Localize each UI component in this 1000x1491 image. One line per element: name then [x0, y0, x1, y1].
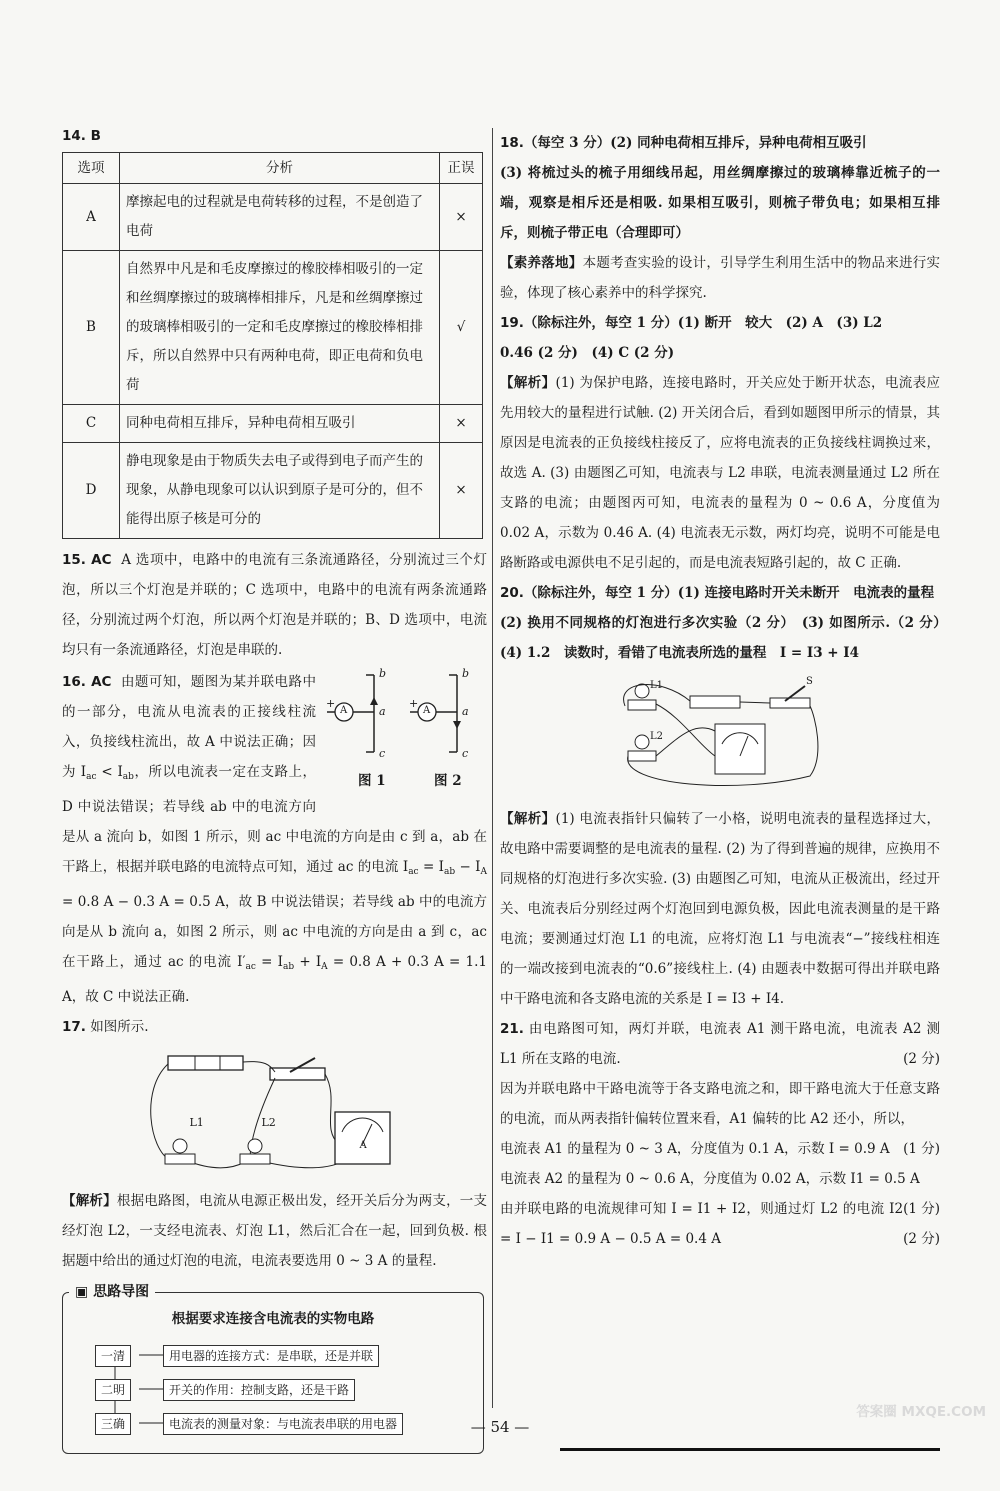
row-mark: × — [440, 443, 483, 539]
table-row — [63, 251, 483, 405]
q16-text: < I — [96, 764, 123, 780]
q17-answer — [62, 1012, 487, 1042]
q18-body: (3) 将梳过头的梳子用细线吊起，用丝绸摩擦过的玻璃棒靠近梳子的一端，观察是相斥还是相吸. 如果相互吸引，则梳子带负电；如果相互排斥，则梳子带正电（合理即可） — [500, 165, 940, 241]
q19-number: 19. — [500, 315, 524, 331]
switch-label: S — [806, 676, 813, 687]
q21-line: 因为并联电路中干路电流等于各支路电流之和，即干路电流大于任意支路的电流，而从两表指针偏转位置来看，A1 偏转的比 A2 还小，所以， — [500, 1081, 940, 1127]
plus-label: + — [409, 697, 419, 710]
q18-literacy — [500, 248, 940, 308]
q21-line: 由电路图可知，两灯并联，电流表 A1 测干路电流，电流表 A2 测 L1 所在支路的电流. — [500, 1021, 940, 1067]
q20-line2: (2) 换用不同规格的灯泡进行多次实验（2 分） (3) 如图所示.（2 分） (4) 1.2 读数时，看错了电流表所选的量程 I = I3 + I4 — [500, 615, 954, 661]
q16-number: 16. AC — [62, 674, 112, 690]
row-analysis: 摩擦起电的过程就是电荷转移的过程，不是创造了电荷 — [120, 184, 440, 251]
row-analysis: 静电现象是由于物质失去电子或得到电子而产生的现象，从静电现象可以认识到原子是可分的，但不能得出原子核是可分的 — [120, 443, 440, 539]
q15-answer — [62, 545, 487, 665]
mind-map-key: 二明 — [95, 1379, 131, 1401]
row-mark: × — [440, 184, 483, 251]
column-divider — [492, 128, 493, 1408]
subscript: ab — [443, 867, 456, 877]
row-mark: × — [440, 405, 483, 443]
ammeter-label-2: A — [423, 705, 431, 716]
row-option: C — [63, 405, 120, 443]
table-row — [63, 443, 483, 539]
ammeter-label: A — [359, 1140, 367, 1151]
page-number: — 54 — — [470, 1418, 530, 1436]
row-analysis: 同种电荷相互排斥，异种电荷相互吸引 — [120, 405, 440, 443]
header-option: 选项 — [63, 153, 120, 184]
parallel-circuit-drawing — [140, 1050, 410, 1178]
footer-rule — [560, 1448, 940, 1451]
row-mark: √ — [440, 251, 483, 405]
left-column — [62, 128, 487, 1454]
lamp-l1-label: L1 — [189, 1116, 204, 1129]
q21-line: 由并联电路的电流规律可知 I = I1 + I2，则通过灯 L2 的电流 I2 = I − I1 = 0.9 A − 0.5 A = 0.4 A — [500, 1201, 904, 1247]
analysis-tag: 【解析】 — [62, 1193, 117, 1209]
point-b-label: b — [379, 667, 387, 680]
q15-number: 15. AC — [62, 552, 112, 568]
point-a-label: a — [462, 705, 469, 718]
q16-text: − I — [455, 859, 481, 875]
mind-map-step: 用电器的连接方式：是串联，还是并联 — [163, 1345, 379, 1367]
q21-line: 电流表 A2 的量程为 0 ~ 0.6 A，分度值为 0.02 A，示数 I1 = 0.5 A — [500, 1171, 920, 1187]
q14-heading: 14. B — [62, 128, 101, 144]
figure-1-caption: 图 1 — [358, 773, 386, 789]
point-c-label: c — [379, 747, 386, 760]
lamp-l1-label: L1 — [650, 680, 664, 691]
q14-table — [62, 152, 483, 539]
q19-head: （除标注外，每空 1 分）(1) 断开 较大 (2) A (3) L2 — [523, 315, 883, 331]
lamp-l2-label: L2 — [650, 731, 664, 742]
q16-block — [62, 667, 487, 1012]
q16-text: = 0.8 A + 0.3 A = 1.1 A，故 C 中说法正确. — [62, 954, 488, 1005]
row-option: B — [63, 251, 120, 405]
analysis-tag: 【解析】 — [500, 811, 556, 827]
q17-number: 17. — [62, 1019, 86, 1035]
mind-map-key: 一清 — [95, 1345, 131, 1367]
literacy-tag: 【素养落地】 — [500, 255, 583, 271]
literacy-text: 本题考查实验的设计，引导学生利用生活中的物品来进行实验，体现了核心素养中的科学探究. — [500, 255, 941, 301]
mind-map-badge: ▣ 思路导图 — [69, 1281, 155, 1301]
q16-text: = I — [418, 859, 444, 875]
lamp-l2-label: L2 — [261, 1116, 276, 1129]
analysis-text: 根据电路图，电流从电源正极出发，经开关后分为两支，一支经灯泡 L2，一支经电流表、灯泡 L1，然后汇合在一起，回到负极. 根据题中给出的通过灯泡的电流，电流表要选用 0 ~ 3 A 的量程. — [62, 1193, 488, 1269]
q16-text: = I — [255, 954, 283, 970]
q21-number: 21. — [500, 1021, 524, 1037]
q17-circuit-sketch — [140, 1050, 410, 1178]
q15-text: A 选项中，电路中的电流有三条流通路径，分别流过三个灯泡，所以三个灯泡是并联的；C 选项中，电路中的电流有两条流通路径，分别流过两个灯泡，所以两个灯泡是并联的；B、D 选项中，电流均只有一条流通路径，灯泡是串联的. — [62, 552, 487, 658]
mind-map-step: 电流表的测量对象：与电流表串联的用电器 — [163, 1413, 403, 1435]
ammeter-label-1: A — [340, 705, 348, 716]
row-option: D — [63, 443, 120, 539]
plus-label: + — [326, 697, 336, 710]
q21-line-wrap — [500, 1164, 940, 1217]
q20-number: 20. — [500, 585, 524, 601]
score-note: (2 分) — [903, 1231, 940, 1247]
table-row — [63, 184, 483, 251]
q21-line-wrap — [500, 1194, 940, 1254]
row-analysis: 自然界中凡是和毛皮摩擦过的橡胶棒相吸引的一定和丝绸摩擦过的玻璃棒相排斥，凡是和丝绸摩擦过的玻璃棒相吸引的一定和毛皮摩擦过的橡胶棒相排斥，所以自然界中只有两种电荷，即正电荷和负电荷 — [120, 251, 440, 405]
q21-line-wrap — [500, 1134, 940, 1164]
analysis-tag: 【解析】 — [500, 375, 556, 391]
q17-intro: 如图所示. — [90, 1019, 149, 1035]
subscript: A — [321, 962, 328, 972]
q16-text: 由题可知，题图为某并联电路中的一部分，电流从电流表的正接线柱流入，负接线柱流出，故 A 中说法正确；因为 I — [62, 674, 316, 780]
score-note: (1 分) — [903, 1141, 940, 1157]
analysis-text: (1) 电流表指针只偏转了一小格，说明电流表的量程选择过大，故电路中需要调整的是电流表的量程. (2) 为了得到普遍的规律，应换用不同规格的灯泡进行多次实验. (3) 由题图乙可知，电流从正极流出，经过开关、电流表后分别经过两个灯泡回到电源负极，因此电流表测量的是干路电流；要测通过灯泡 L1 的电流，应将灯泡 L1 与电流表“−”接线柱相连的一端改接到电流表的“0.6”接线柱上. (4) 由题表中数据可得出并联电路中干路电流和各支路电流的关系是 I = I3 + I4. — [500, 811, 940, 1007]
point-a-label: a — [379, 705, 386, 718]
q16-text: ac 中电流的方向是由 c 到 a，ab 在干路上，根据并联电路的电流特点可知，通过 ac 的电流 I — [62, 829, 487, 875]
q21-line: 电流表 A1 的量程为 0 ~ 3 A，分度值为 0.1 A，示数 I = 0.9 A — [500, 1141, 890, 1157]
table-row — [63, 405, 483, 443]
q16-figures — [322, 667, 487, 793]
q18-heading — [500, 128, 940, 158]
score-note: (2 分) — [903, 1051, 940, 1067]
right-column — [500, 128, 954, 1254]
point-c-label: c — [462, 747, 469, 760]
q20-heading — [500, 578, 940, 608]
q19-line2: 0.46 (2 分) (4) C (2 分) — [500, 345, 675, 361]
subscript: ab — [282, 962, 295, 972]
subscript: A — [480, 867, 487, 877]
figure-2-caption: 图 2 — [434, 773, 462, 789]
q16-text: + I — [294, 954, 322, 970]
point-b-label: b — [462, 667, 470, 680]
q18-number: 18. — [500, 135, 524, 151]
header-judgement: 正误 — [440, 153, 483, 184]
q20-analysis — [500, 804, 940, 1014]
row-option: A — [63, 184, 120, 251]
q16-text: = 0.8 A − 0.3 A = 0.5 A，故 B 中说法错误；若导线 ab 中的电流方向是从 b 流向 a，如图 2 所示，则 ac 中电流的方向是由 a 到 c，ac 在干路上，通过 ac 的电流 I′ — [62, 894, 487, 970]
mind-map-step: 开关的作用：控制支路，还是干路 — [163, 1379, 355, 1401]
q17-analysis — [62, 1186, 487, 1276]
analysis-text: (1) 为保护电路，连接电路时，开关应处于断开状态，电流表应先用较大的量程进行试触. (2) 开关闭合后，看到如题图甲所示的情景，其原因是电流表的正负接线柱接反了，应将电流表的正负接线柱调换过来，故选 A. (3) 由题图乙可知，电流表与 L2 串联，电流表测量通过 L2 所在支路的电流；由题图丙可知，电流表的量程为 0 ~ 0.6 A，分度值为 0.02 A，示数为 0.46 A. (4) 电流表无示数，两灯均亮，说明不可能是电路断路或电源供电不足引起的，而是电流表短路引起的，故 C 正确. — [500, 375, 940, 571]
subscript: ac — [408, 867, 419, 877]
subscript: ac — [86, 772, 97, 782]
q21-answer — [500, 1014, 940, 1074]
table-header-row — [63, 153, 483, 184]
watermark-text: 答案圈 MXQE.COM — [856, 1404, 986, 1420]
mind-map-title: 根据要求连接含电流表的实物电路 — [171, 1311, 375, 1327]
q20-head: （除标注外，每空 1 分）(1) 连接电路时开关未断开 电流表的量程 — [523, 585, 935, 601]
mind-map-badge-text: 思路导图 — [93, 1284, 150, 1300]
subscript: ab — [122, 772, 134, 782]
q19-analysis — [500, 368, 940, 578]
score-note: (1 分) — [903, 1201, 940, 1217]
q16-text: ，所以电流表一定在支路上，D 中说法错误；若导线 ab 中的电流方向是从 a 流向 b，如图 1 所示，则 — [62, 764, 317, 845]
mind-map-key: 三确 — [95, 1413, 131, 1435]
watermark — [856, 1400, 986, 1420]
q19-heading — [500, 308, 940, 338]
q20-circuit-sketch — [620, 676, 820, 796]
q18-head: （每空 3 分）(2) 同种电荷相互排斥，异种电荷相互吸引 — [523, 135, 867, 151]
header-analysis: 分析 — [120, 153, 440, 184]
subscript: ac — [245, 962, 256, 972]
